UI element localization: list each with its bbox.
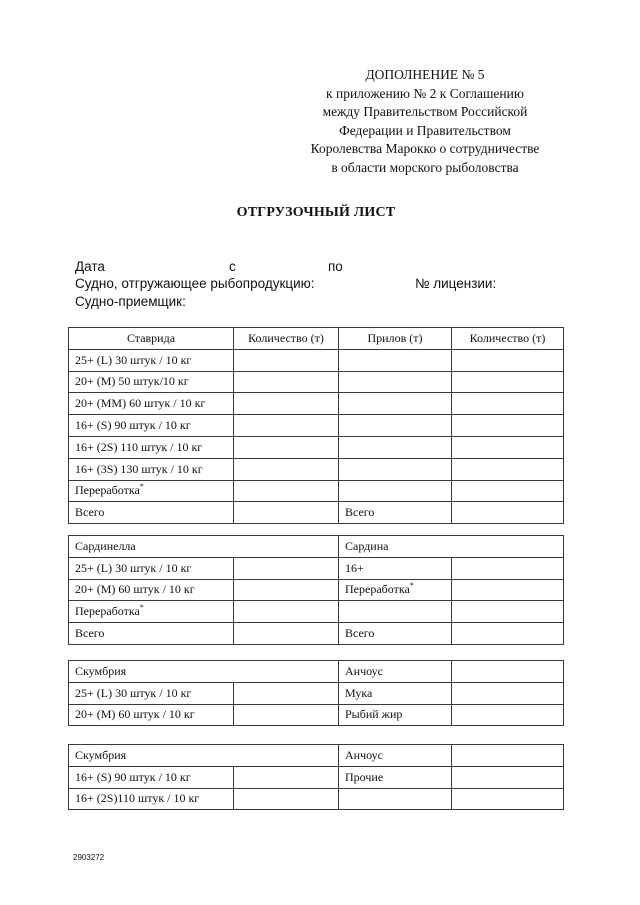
footnote-mark: * xyxy=(139,603,144,613)
table-cell xyxy=(339,415,452,437)
quantity-cell xyxy=(452,458,564,480)
table-mackerel-2 xyxy=(68,744,564,810)
table-cell xyxy=(69,601,234,623)
table-cell: 16+ (S) 90 штук / 10 кг xyxy=(69,415,234,437)
quantity-cell xyxy=(234,458,339,480)
date-from-label: с xyxy=(229,259,236,274)
quantity-cell xyxy=(234,579,339,601)
header-line: ДОПОЛНЕНИЕ № 5 xyxy=(365,67,485,82)
quantity-cell xyxy=(452,661,564,683)
table-mackerel-1 xyxy=(68,660,564,726)
quantity-cell xyxy=(452,415,564,437)
table-row xyxy=(69,557,564,579)
quantity-cell xyxy=(234,623,339,645)
table-header-row xyxy=(69,328,564,350)
table-cell: 16+ xyxy=(339,557,452,579)
quantity-cell xyxy=(234,349,339,371)
header-cell: Ставрида xyxy=(69,328,234,350)
table-row xyxy=(69,661,564,683)
table-cell xyxy=(339,393,452,415)
table-cell: 16+ (2S)110 штук / 10 кг xyxy=(69,788,234,810)
table-cell: 25+ (L) 30 штук / 10 кг xyxy=(69,557,234,579)
table-cell xyxy=(339,436,452,458)
quantity-cell xyxy=(234,436,339,458)
header-cell: Количество (т) xyxy=(452,328,564,350)
table-row xyxy=(69,536,564,558)
table-row xyxy=(69,349,564,371)
table-cell: 20+ (MM) 60 штук / 10 кг xyxy=(69,393,234,415)
table-horse-mackerel xyxy=(68,327,564,524)
quantity-cell xyxy=(234,766,339,788)
quantity-cell xyxy=(452,788,564,810)
table-sardinella xyxy=(68,535,564,645)
quantity-cell xyxy=(452,766,564,788)
quantity-cell xyxy=(452,623,564,645)
table-cell: 20+ (M) 60 штук / 10 кг xyxy=(69,579,234,601)
quantity-cell xyxy=(452,349,564,371)
table-row xyxy=(69,704,564,726)
quantity-cell xyxy=(452,601,564,623)
footnote-mark: * xyxy=(139,482,144,492)
table-row xyxy=(69,766,564,788)
table-cell: 16+ (S) 90 штук / 10 кг xyxy=(69,766,234,788)
table-cell xyxy=(339,601,452,623)
quantity-cell xyxy=(234,682,339,704)
table-cell xyxy=(339,788,452,810)
table-cell xyxy=(339,371,452,393)
table-cell: Мука xyxy=(339,682,452,704)
table-row xyxy=(69,682,564,704)
total-label: Всего xyxy=(339,502,452,524)
table-cell xyxy=(339,480,452,502)
table-row xyxy=(69,579,564,601)
quantity-cell xyxy=(234,480,339,502)
table-cell: 20+ (M) 60 штук / 10 кг xyxy=(69,704,234,726)
table-cell: Сардинелла xyxy=(69,536,339,558)
total-label: Всего xyxy=(339,623,452,645)
document-header xyxy=(290,66,560,178)
license-label: № лицензии: xyxy=(415,276,497,291)
table-cell xyxy=(69,480,234,502)
header-line: в области морского рыболовства xyxy=(331,159,519,175)
quantity-cell xyxy=(452,704,564,726)
table-cell xyxy=(339,349,452,371)
quantity-cell xyxy=(234,393,339,415)
document-title: ОТГРУЗОЧНЫЙ ЛИСТ xyxy=(236,205,396,220)
table-row xyxy=(69,415,564,437)
date-label: Дата xyxy=(75,259,105,274)
table-row xyxy=(69,788,564,810)
quantity-cell xyxy=(452,393,564,415)
quantity-cell xyxy=(234,601,339,623)
total-label: Всего xyxy=(69,623,234,645)
receiver-ship-label: Судно-приемщик: xyxy=(75,294,186,309)
total-label: Всего xyxy=(69,502,234,524)
processing-label: Переработка xyxy=(75,604,140,619)
table-row xyxy=(69,458,564,480)
table-cell: 16+ (3S) 130 штук / 10 кг xyxy=(69,458,234,480)
table-row xyxy=(69,436,564,458)
table-total-row xyxy=(69,502,564,524)
table-cell: 16+ (2S) 110 штук / 10 кг xyxy=(69,436,234,458)
table-row xyxy=(69,601,564,623)
table-row xyxy=(69,745,564,767)
header-line: между Правительством Российской xyxy=(322,104,528,120)
sender-ship-label: Судно, отгружающее рыбопродукцию: xyxy=(75,276,315,291)
quantity-cell xyxy=(452,436,564,458)
quantity-cell xyxy=(452,557,564,579)
table-row xyxy=(69,393,564,415)
table-cell: Анчоус xyxy=(339,661,452,683)
quantity-cell xyxy=(234,704,339,726)
table-row xyxy=(69,371,564,393)
table-cell xyxy=(339,579,452,601)
table-cell: 20+ (M) 50 штук/10 кг xyxy=(69,371,234,393)
table-cell: Скумбрия xyxy=(69,745,339,767)
header-line: Королевства Марокко о сотрудничестве xyxy=(310,141,540,157)
table-total-row xyxy=(69,623,564,645)
quantity-cell xyxy=(234,371,339,393)
quantity-cell xyxy=(452,682,564,704)
table-cell: Прочие xyxy=(339,766,452,788)
table-cell: Анчоус xyxy=(339,745,452,767)
processing-label: Переработка xyxy=(345,582,410,597)
table-row xyxy=(69,480,564,502)
header-cell: Прилов (т) xyxy=(339,328,452,350)
date-to-label: по xyxy=(328,259,343,274)
quantity-cell xyxy=(234,788,339,810)
header-line: Федерации и Правительством xyxy=(339,122,511,138)
quantity-cell xyxy=(234,415,339,437)
table-cell xyxy=(339,458,452,480)
quantity-cell xyxy=(234,502,339,524)
footnote-mark: * xyxy=(409,581,414,591)
document-code: 2903272 xyxy=(73,853,105,862)
quantity-cell xyxy=(452,579,564,601)
table-cell: 25+ (L) 30 штук / 10 кг xyxy=(69,349,234,371)
quantity-cell xyxy=(452,502,564,524)
table-cell: Сардина xyxy=(339,536,564,558)
header-line: к приложению № 2 к Соглашению xyxy=(326,85,524,101)
table-cell: Рыбий жир xyxy=(339,704,452,726)
quantity-cell xyxy=(452,745,564,767)
quantity-cell xyxy=(452,371,564,393)
header-cell: Количество (т) xyxy=(234,328,339,350)
quantity-cell xyxy=(452,480,564,502)
table-cell: Скумбрия xyxy=(69,661,339,683)
quantity-cell xyxy=(234,557,339,579)
processing-label: Переработка xyxy=(75,483,140,498)
table-cell: 25+ (L) 30 штук / 10 кг xyxy=(69,682,234,704)
